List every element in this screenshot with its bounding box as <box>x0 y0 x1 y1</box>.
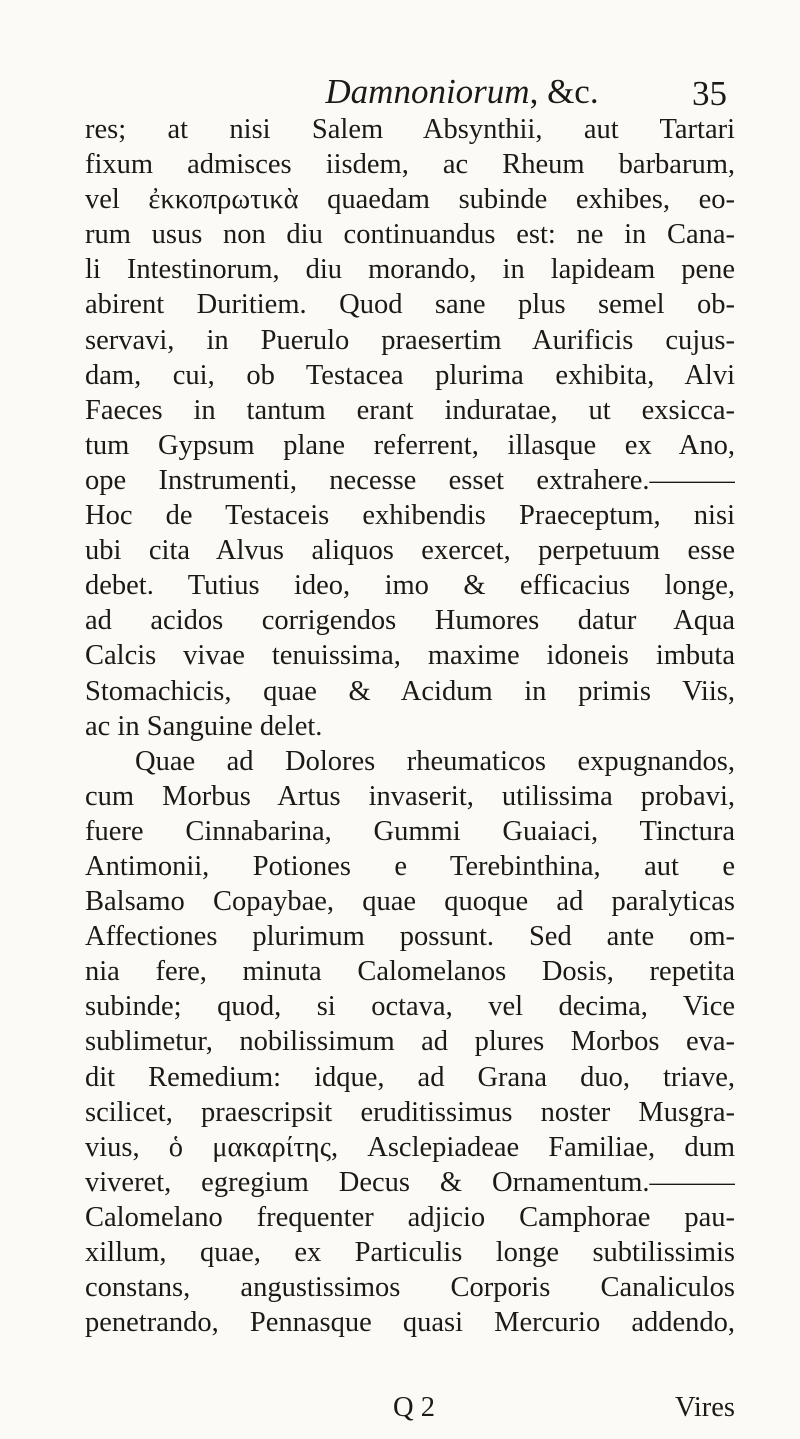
page-footer <box>85 1392 735 1428</box>
text-line: viveret, egregium Decus & Ornamentum.——— <box>85 1166 735 1198</box>
text-line: Affectiones plurimum possunt. Sed ante om- <box>85 921 735 953</box>
text-line: nia fere, minuta Calomelanos Dosis, repetita <box>85 956 735 988</box>
text-line: vius, ὁ μακαρίτης, Asclepiadeae Familiae, dum <box>85 1131 735 1163</box>
text-line: Antimonii, Potiones e Terebinthina, aut e <box>85 850 735 882</box>
text-line: debet. Tutius ideo, imo & efficacius longe, <box>85 570 735 602</box>
text-line: abirent Duritiem. Quod sane plus semel ob- <box>85 289 735 321</box>
text-line: rum usus non diu continuandus est: ne in Cana- <box>85 219 735 251</box>
running-title: Damnoniorum <box>325 72 530 111</box>
text-line: ac in Sanguine delet. <box>85 710 323 742</box>
text-line: penetrando, Pennasque quasi Mercurio addendo, <box>85 1307 735 1339</box>
text-line: Calcis vivae tenuissima, maxime idoneis imbuta <box>85 640 735 672</box>
text-line: fuere Cinnabarina, Gummi Guaiaci, Tinctura <box>85 815 735 847</box>
signature-mark: Q 2 <box>393 1392 435 1423</box>
text-block <box>85 112 735 1340</box>
text-line: res; at nisi Salem Absynthii, aut Tartari <box>85 114 735 145</box>
text-line: ope Instrumenti, necesse esset extrahere.——— <box>85 464 735 496</box>
catchword: Vires <box>674 1392 735 1423</box>
text-line: subinde; quod, si octava, vel decima, Vice <box>85 991 735 1023</box>
text-line: Stomachicis, quae & Acidum in primis Viis, <box>85 675 735 707</box>
text-line: servavi, in Puerulo praesertim Aurificis cujus- <box>85 324 735 356</box>
text-line: Calomelano frequenter adjicio Camphorae pau- <box>85 1201 735 1233</box>
text-line: ubi cita Alvus aliquos exercet, perpetuum esse <box>85 535 735 567</box>
text-line: constans, angustissimos Corporis Canaliculos <box>85 1272 735 1304</box>
text-line: Faeces in tantum erant induratae, ut exsicca- <box>85 394 735 426</box>
text-line: vel ἐκκοπρωτικὰ quaedam subinde exhibes, eo- <box>85 184 735 216</box>
text-line: dit Remedium: idque, ad Grana duo, triave, <box>85 1061 735 1093</box>
running-title-suffix: , &c. <box>529 72 599 111</box>
paragraph-start-line: Quae ad Dolores rheumaticos expugnandos, <box>135 745 735 777</box>
text-line: cum Morbus Artus invaserit, utilissima probavi, <box>85 780 735 812</box>
text-line: xillum, quae, ex Particulis longe subtilissimis <box>85 1237 735 1268</box>
text-line: li Intestinorum, diu morando, in lapideam pene <box>85 254 735 286</box>
page-number: 35 <box>692 74 727 113</box>
text-line: Hoc de Testaceis exhibendis Praeceptum, nisi <box>85 500 735 532</box>
text-line: tum Gypsum plane referrent, illasque ex Ano, <box>85 429 735 461</box>
text-line: fixum admisces iisdem, ac Rheum barbarum, <box>85 149 735 181</box>
text-line: ad acidos corrigendos Humores datur Aqua <box>85 605 735 637</box>
text-line: dam, cui, ob Testacea plurima exhibita, Alvi <box>85 359 735 391</box>
text-line: sublimetur, nobilissimum ad plures Morbos eva- <box>85 1026 735 1058</box>
text-line: Balsamo Copaybae, quae quoque ad paralyticas <box>85 886 735 918</box>
text-line: scilicet, praescripsit eruditissimus noster Musgra- <box>85 1096 735 1128</box>
